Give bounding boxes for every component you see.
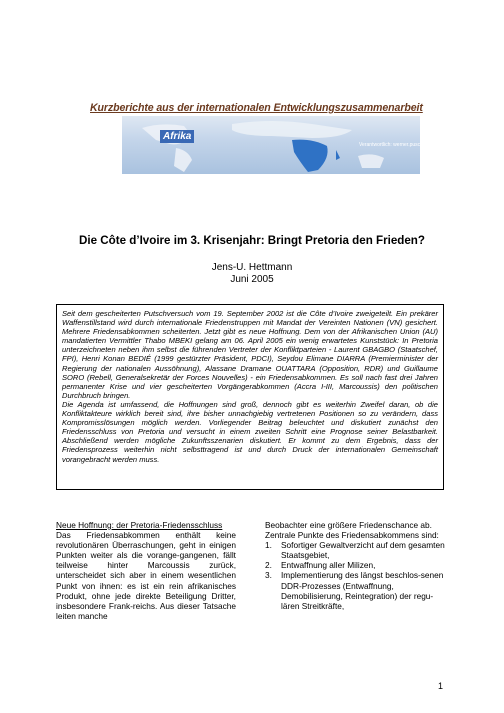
author-block xyxy=(0,262,504,286)
publication-date: Juni 2005 xyxy=(230,274,274,285)
body-paragraph: Das Friedensabkommen enthält keine revolutionären Überraschungen, geht in einigen Punkten weiter als die vorange-gangenen, fällt teilweise hinter Marcoussis zurück, unterscheidet sich aber in einem wesentlichen Punkt von ihnen: es ist ein rein afrikanisches Produkt, ohne jede direkte Beteiligung Dritter, insbesondere Frank-reichs. Aus dieser Tatsache leiten manche xyxy=(56,530,236,621)
key-points-list xyxy=(265,540,446,611)
section-heading: Neue Hoffnung: der Pretoria-Friedensschluss xyxy=(56,520,223,530)
list-number: 1. xyxy=(265,540,272,551)
list-text: Entwaffnung aller Milizen, xyxy=(281,560,376,571)
body-paragraph: Beobachter eine größere Friedenschance ab. xyxy=(265,520,432,530)
series-title: Kurzberichte aus der internationalen Entwicklungszusammenarbeit xyxy=(90,102,423,114)
author-name: Jens-U. Hettmann xyxy=(211,262,293,273)
list-text: Sofortiger Gewaltverzicht auf dem gesamten Staatsgebiet, xyxy=(281,540,445,561)
list-text: Implementierung des längst beschlos-senen DDR-Prozesses (Entwaffnung, Demobilisierung, Reintegration) der regu-lären Streitkräfte, xyxy=(281,570,444,611)
document-title: Die Côte d’Ivoire im 3. Krisenjahr: Bringt Pretoria den Frieden? xyxy=(79,234,425,247)
contact-line: Verantwortlich: werner.puschra@fes.de xyxy=(359,142,447,148)
list-number: 3. xyxy=(265,570,272,581)
page-number: 1 xyxy=(438,681,444,691)
list-item xyxy=(265,540,446,560)
abstract-paragraph: Seit dem gescheiterten Putschversuch vom 19. September 2002 ist die Côte d’Ivoire zweigeteilt. Ein prekärer Waffenstillstand wird durch internationale Friedenstruppen mit Mandat der Vereinten Nationen (VN) gesichert. Mehrere Friedensabkommen scheiterten. Jetzt gibt es neue Hoffnung. Dem von der Afrikanischen Union (AU) mandatierten Vermittler Thabo MBEKI gelang am 06. April 2005 ein wenig erwartetes Kunststück: In Pretoria unterzeichneten neben ihm selbst die führenden Vertreter der Konfliktparteien - Laurent GBAGBO (Staatschef, FPI), Henri Konan BEDIÉ (1999 gestürzter Präsident, PDCI), Seydou Elimane DIARRA (Premierminister der Regierung der nationalen Aussöhnung), Alassane Dramane OUATTARA (Opposition, RDR) und Guillaume SORO (Rebell, Generalsekretär der Forces Nouvelles) - ein Friedensabkommen. Es soll nach fast drei Jahren permanenter Krise und vier gescheiterten Vorgängerabkommen (Accra I-III, Marcoussis) den politischen Durchbruch bringen. xyxy=(62,309,438,400)
abstract-box xyxy=(56,304,444,490)
world-map-image xyxy=(122,116,447,174)
list-item xyxy=(265,560,446,570)
abstract-paragraph: Die Agenda ist umfassend, die Hoffnungen sind groß, dennoch gibt es weiterhin Zweifel daran, ob die Konfliktakteure wirklich bereit sind, ihre bisher unnachgiebig vertretenen Positionen so zu verändern, dass Kompromisslösungen möglich werden. Vorliegender Beitrag beleuchtet und diskutiert zunächst den Friedensschluss von Pretoria und versucht in einem zweiten Schritt eine Prognose seiner Belastbarkeit. Abschließend werden mögliche Zukunftsszenarien diskutiert. Er kommt zu dem Ergebnis, dass der Friedensprozess weiterhin nicht selbsttragend ist und durch Druck der internationalen Gemeinschaft vorangebracht werden muss. xyxy=(62,399,438,464)
region-label: Afrika xyxy=(160,130,194,143)
left-column xyxy=(56,520,236,621)
list-item xyxy=(265,570,446,610)
publication-banner xyxy=(86,102,447,174)
list-number: 2. xyxy=(265,560,272,571)
body-paragraph: Zentrale Punkte des Friedensabkommens sind: xyxy=(265,530,439,541)
right-column xyxy=(265,520,446,611)
